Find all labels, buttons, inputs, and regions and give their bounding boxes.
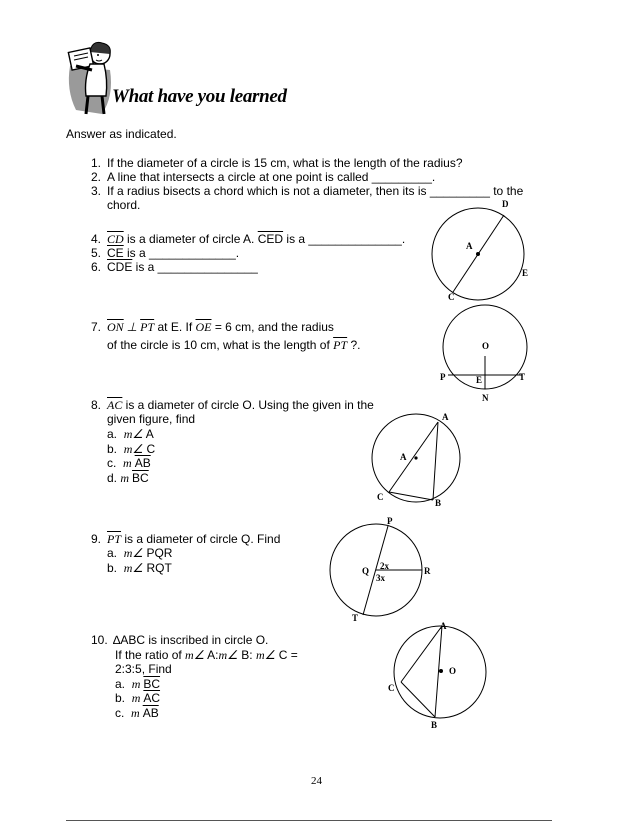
question-8: 8. $\overline{AC}$ is a diameter of circle O. Using the given in the: [91, 398, 374, 412]
question-10: 10. ∆ABC is inscribed in circle O.: [91, 633, 269, 647]
page-number: 24: [311, 775, 322, 787]
label-c: C: [388, 683, 395, 693]
question-6: 6. $\overline{CDE}$ is a _______________: [91, 260, 258, 274]
center-o: [439, 669, 443, 673]
figure-circle-q: [328, 520, 428, 620]
question-10-find: 2:3:5, Find: [115, 662, 172, 676]
question-9: 9. $\overline{PT}$ is a diameter of circle Q. Find: [91, 532, 281, 546]
label-r: R: [424, 566, 431, 576]
question-10c: c. m $\overline{AB}$: [115, 706, 159, 720]
label-b: B: [435, 498, 442, 508]
label-o: O: [449, 666, 457, 676]
question-10a: a. m $\overline{BC}$: [115, 677, 161, 691]
footer-rule: [66, 820, 552, 821]
question-5: 5. $\overline{CE}$ is a _____________.: [91, 246, 240, 260]
question-3-cont: chord.: [107, 198, 141, 212]
label-o: O: [482, 341, 490, 351]
label-e: E: [476, 375, 483, 385]
label-t: T: [352, 613, 359, 623]
label-q: Q: [362, 566, 370, 576]
figure-circle-o-chord: [440, 306, 540, 396]
label-3x: 3x: [376, 573, 385, 583]
label-a: A: [440, 621, 447, 631]
label-b: B: [431, 720, 438, 730]
instructions: Answer as indicated.: [66, 127, 177, 141]
figure-circle-triangle: [370, 414, 470, 504]
label-e: E: [522, 268, 529, 278]
question-3: 3. If a radius bisects a chord which is not a diameter, then its is _________ to the: [91, 184, 524, 198]
question-4: 4. $\overline{CD}$ is a diameter of circle A. $\overline{CED}$ is a ______________.: [91, 232, 406, 246]
label-n: N: [482, 393, 489, 403]
question-9b: b. m∠ RQT: [107, 561, 172, 575]
question-2: 2. A line that intersects a circle at one point is called _________.: [91, 170, 436, 184]
label-t: T: [519, 372, 526, 382]
question-1: 1. If the diameter of a circle is 15 cm, what is the length of the radius?: [91, 156, 463, 170]
question-7: 7. $\overline{ON}$ ⊥ $\overline{PT}$ at E. If $\overline{OE} = 6$ cm, and the radius: [91, 320, 334, 334]
label-c: C: [448, 292, 455, 302]
question-8c: c. m $\overline{AB}$: [107, 456, 151, 470]
section-title: What have you learned: [112, 86, 287, 107]
label-d: D: [502, 199, 509, 209]
label-p: P: [387, 516, 393, 526]
label-c: C: [377, 492, 384, 502]
figure-inscribed-triangle: [392, 626, 492, 726]
label-a-top: A: [442, 412, 449, 422]
label-a-center: A: [400, 452, 407, 462]
question-8b: b. m∠ C: [107, 442, 156, 456]
label-a: A: [466, 241, 473, 251]
label-p: P: [440, 372, 446, 382]
question-8-cont: given figure, find: [107, 412, 196, 426]
question-9a: a. m∠ PQR: [107, 546, 173, 560]
figure-circle-a: [420, 200, 540, 310]
question-10-ratio: If the ratio of m∠ A:m∠ B: m∠ C =: [115, 648, 298, 662]
label-2x: 2x: [380, 561, 389, 571]
center-a: [476, 252, 480, 256]
question-8d: d. m $\overline{BC}$: [107, 471, 149, 485]
question-8a: a. m∠ A: [107, 427, 154, 441]
question-10b: b. m $\overline{AC}$: [115, 691, 161, 705]
question-7-cont: of the circle is 10 cm, what is the length of $\overline{PT}$ ?.: [107, 338, 361, 352]
